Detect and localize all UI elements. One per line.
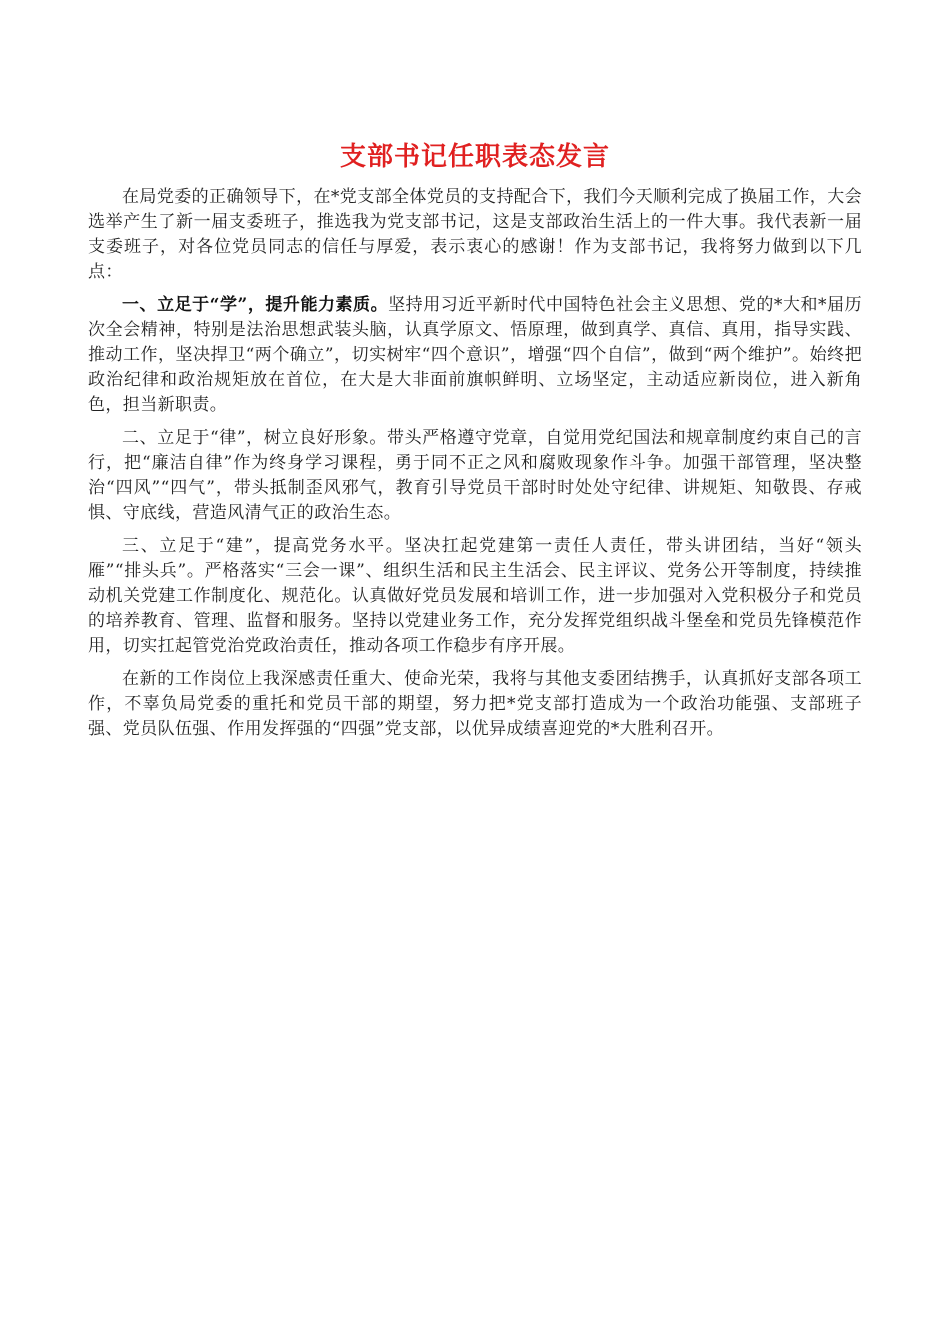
paragraph-text: 三、立足于“建”，提高党务水平。坚决扛起党建第一责任人责任，带头讲团结，当好“领头雁”“排头兵”。严格落实“三会一课”、组织生活和民主生活会、民主评议、党务公开等制度，持续推动机关党建工作制度化、规范化。认真做好党员发展和培训工作，进一步加强对入党积极分子和党员的培养教育、管理、监督和服务。坚持以党建业务工作，充分发挥党组织战斗堡垒和党员先锋模范作用，切实扛起管党治党政治责任，推动各项工作稳步有序开展。 bbox=[88, 536, 862, 656]
paragraph-text: 二、立足于“律”，树立良好形象。带头严格遵守党章，自觉用党纪国法和规章制度约束自己的言行，把“廉洁自律”作为终身学习课程，勇于同不正之风和腐败现象作斗争。加强干部管理，坚决整治“四风”“四气”，带头抵制歪风邪气，教育引导党员干部时时处处守纪律、讲规矩、知敬畏、存戒惧、守底线，营造风清气正的政治生态。 bbox=[88, 428, 862, 523]
paragraph-intro bbox=[88, 185, 862, 285]
paragraph-lead: 一、立足于“学”，提升能力素质。 bbox=[122, 295, 389, 315]
paragraph-text: 在局党委的正确领导下，在*党支部全体党员的支持配合下，我们今天顺利完成了换届工作，大会选举产生了新一届支委班子，推选我为党支部书记，这是支部政治生活上的一件大事。我代表新一届支委班子，对各位党员同志的信任与厚爱，表示衷心的感谢！作为支部书记，我将努力做到以下几点： bbox=[88, 187, 862, 282]
paragraph-point-3 bbox=[88, 534, 862, 659]
document-title: 支部书记任职表态发言 bbox=[339, 142, 610, 172]
paragraph-point-1 bbox=[88, 293, 862, 418]
paragraph-text: 在新的工作岗位上我深感责任重大、使命光荣，我将与其他支委团结携手，认真抓好支部各项工作，不辜负局党委的重托和党员干部的期望，努力把*党支部打造成为一个政治功能强、支部班子强、党员队伍强、作用发挥强的“四强”党支部，以优异成绩喜迎党的*大胜利召开。 bbox=[88, 669, 862, 739]
paragraph-text: 坚持用习近平新时代中国特色社会主义思想、党的*大和*届历次全会精神，特别是法治思想武装头脑，认真学原文、悟原理，做到真学、真信、真用，指导实践、推动工作，坚决捍卫“两个确立”，切实树牢“四个意识”，增强“四个自信”，做到“两个维护”。始终把政治纪律和政治规矩放在首位，在大是大非面前旗帜鲜明、立场坚定，主动适应新岗位，进入新角色，担当新职责。 bbox=[88, 295, 862, 415]
paragraph-point-2 bbox=[88, 426, 862, 526]
document-body bbox=[88, 137, 862, 750]
paragraph-closing bbox=[88, 667, 862, 742]
